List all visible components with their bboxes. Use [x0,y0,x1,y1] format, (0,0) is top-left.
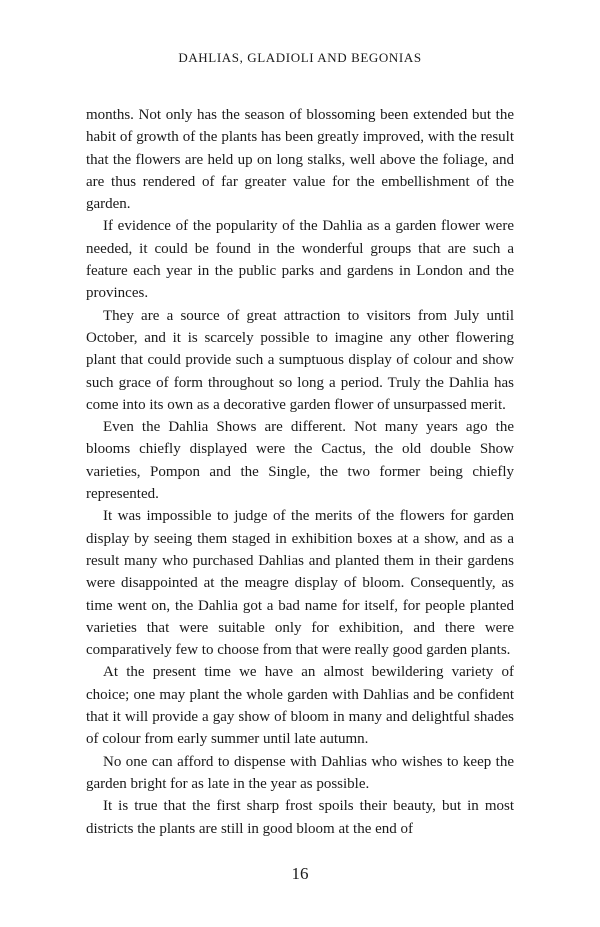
page-number: 16 [291,864,309,883]
paragraph: It is true that the first sharp frost spoils their beauty, but in most districts the plants are still in good bloom at the end of [86,798,514,837]
paragraph: months. Not only has the season of blossoming been extended but the habit of growth of the plants has been greatly improved, with the result that the flowers are held up on long stalks, well above the foliage, and are thus rendered of far greater value for the embellishment of the garden. [86,107,514,213]
paragraph: It was impossible to judge of the merits of the flowers for garden display by seeing them staged in exhibition boxes at a show, and as a result many who purchased Dahlias and planted them in their gardens were disappointed at the meagre display of bloom. Consequently, as time went on, the Dahlia got a bad name for itself, for people planted varieties that were suitable only for exhibition, and there were comparatively few to choose from that were really good garden plants. [86,508,514,659]
paragraph: If evidence of the popularity of the Dahlia as a garden flower were needed, it could be found in the wonderful groups that are such a feature each year in the public parks and gardens in London and the provinces. [86,218,514,302]
paragraph: No one can afford to dispense with Dahlias who wishes to keep the garden bright for as late in the year as possible. [86,753,514,792]
running-head: DAHLIAS, GLADIOLI AND BEGONIAS [178,50,422,65]
paragraph: They are a source of great attraction to visitors from July until October, and it is scarcely possible to imagine any other flowering plant that could provide such a sumptuous display of colour and show such grace of form throughout so long a period. Truly the Dahlia has come into its own as a decorative garden flower of unsurpassed merit. [86,307,514,413]
paragraph: At the present time we have an almost bewildering variety of choice; one may plant the whole garden with Dahlias and be confident that it will provide a gay show of bloom in many and delightful shades of colour from early summer until late autumn. [86,664,514,748]
body-text [86,104,514,840]
paragraph: Even the Dahlia Shows are different. Not many years ago the blooms chiefly displayed were the Cactus, the old double Show varieties, Pompon and the Single, the two former being chiefly represented. [86,419,514,503]
